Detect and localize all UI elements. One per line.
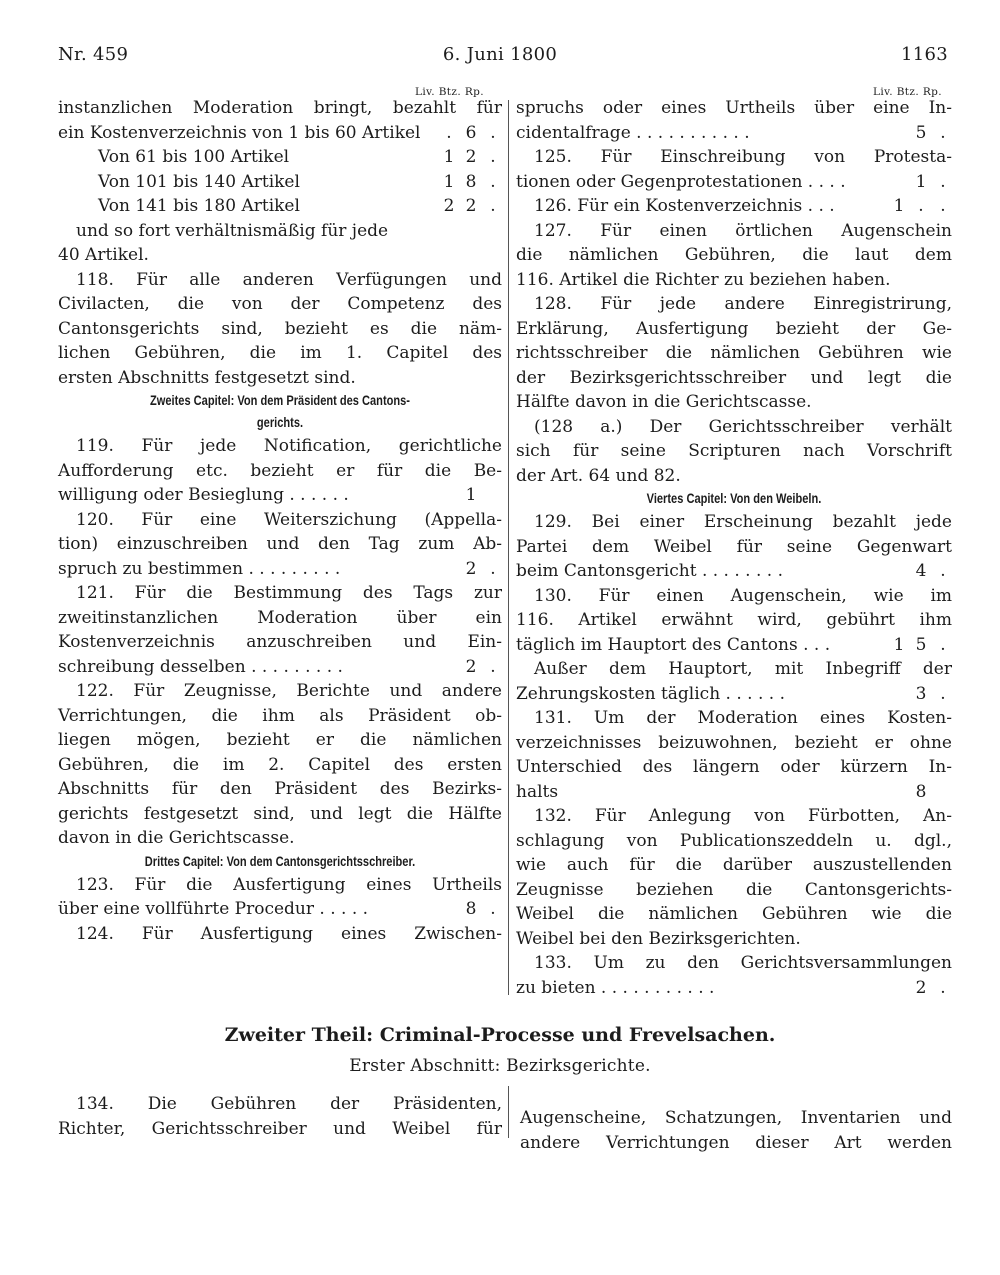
text-line [58, 483, 502, 508]
fee-rappen: . [490, 122, 496, 143]
fee-livres: 1 [443, 171, 455, 192]
line-text: Hälfte davon in die Gerichtscasse. [516, 392, 812, 412]
text-line [516, 755, 952, 780]
fee-livres: 2 [443, 196, 455, 216]
section-title: Erster Abschnitt: Bezirksgerichte. [349, 1056, 651, 1076]
text-line [58, 459, 502, 484]
line-text: Von 101 bis 140 Artikel [98, 171, 300, 192]
fee-amount [888, 170, 954, 195]
text-line [516, 902, 952, 927]
fee-amount [888, 559, 954, 584]
text-line [516, 317, 952, 342]
line-text: andere Verrichtungen dieser Art werden [520, 1132, 952, 1153]
text-line [58, 630, 502, 655]
text-line [516, 439, 952, 464]
line-text: sich für seine Scripturen nach Vorschrift [516, 441, 952, 461]
line-text: spruch zu bestimmen . . . . . . . . . [58, 558, 341, 579]
line-text: Weibel bei den Bezirksgerichten. [516, 928, 801, 949]
text-line [58, 508, 502, 533]
line-text: 120. Für eine Weiterszichung (Appella- [76, 509, 502, 530]
fee-amount [438, 483, 504, 508]
text-line [516, 878, 952, 903]
page-header-date: 6. Juni 1800 [442, 44, 558, 65]
bottom-right-column [520, 1106, 952, 1155]
text-line [58, 121, 502, 146]
fee-livres: 1 [893, 634, 905, 655]
chapter-heading [555, 488, 913, 510]
line-text: Cantonsgerichts sind, bezieht es die näm- [58, 318, 502, 339]
text-line [516, 243, 952, 268]
fee-batzen: 5 [915, 122, 927, 143]
fee-batzen: 8 [465, 899, 477, 919]
column-divider [508, 100, 509, 995]
line-text: lichen Gebühren, die im 1. Capitel des [58, 343, 502, 363]
line-text: willigung oder Besieglung . . . . . . [58, 485, 349, 505]
currency-header-left: Liv. Btz. Rp. [415, 86, 484, 98]
text-line [516, 268, 952, 293]
line-text: 134. Die Gebühren der Präsidenten, [76, 1094, 502, 1114]
text-line [516, 927, 952, 952]
line-text: 128. Für jede andere Einregistrirung, [534, 294, 952, 314]
chapter-heading [98, 851, 462, 873]
text-line [516, 829, 952, 854]
fee-rappen: . [490, 171, 496, 192]
fee-rappen: . [490, 558, 496, 579]
line-text: 116. Artikel erwähnt wird, gebührt ihm [516, 610, 952, 630]
text-line [58, 268, 502, 293]
fee-batzen: 5 [915, 634, 927, 655]
text-line [58, 606, 502, 631]
line-text: Verrichtungen, die ihm als Präsident ob- [58, 705, 502, 726]
line-text: 133. Um zu den Gerichtsversammlungen [534, 953, 952, 973]
line-text: gerichts festgesetzt sind, und legt die Hälfte [58, 803, 502, 824]
line-text: 126. Für ein Kostenverzeichnis . . . [534, 196, 835, 216]
line-text: 116. Artikel die Richter zu beziehen haben. [516, 269, 891, 290]
chapter-heading [98, 390, 462, 412]
text-line [58, 243, 502, 268]
line-text: spruchs oder eines Urtheils über eine In- [516, 98, 952, 118]
line-text: 131. Um der Moderation eines Kosten- [534, 708, 952, 728]
line-text: tion) einzuschreiben und den Tag zum Ab- [58, 534, 502, 554]
text-line [58, 292, 502, 317]
fee-amount [888, 976, 954, 1001]
fee-rappen: . [940, 171, 946, 192]
text-line [58, 753, 502, 778]
line-text: wie auch für die darüber auszustellenden [516, 855, 952, 875]
fee-batzen: 2 [465, 558, 477, 579]
line-text: 121. Für die Bestimmung des Tags zur [76, 583, 502, 603]
text-line [516, 121, 952, 146]
line-text: 132. Für Anlegung von Fürbotten, An- [534, 806, 952, 826]
text-line [516, 657, 952, 682]
text-line [516, 633, 952, 658]
text-line [516, 194, 952, 219]
text-line [58, 219, 502, 244]
line-text: tionen oder Gegenprotestationen . . . . [516, 171, 846, 192]
text-line [516, 682, 952, 707]
line-text: Zweites Capitel: Von dem Präsident des Cantons- [150, 393, 410, 408]
text-line [516, 219, 952, 244]
fee-rappen: . [490, 899, 496, 919]
line-text: Drittes Capitel: Von dem Cantonsgerichtsschreiber. [144, 853, 416, 869]
fee-batzen: 6 [465, 122, 477, 143]
fee-rappen: . [940, 683, 946, 704]
fee-amount [438, 121, 504, 146]
fee-rappen: . [940, 122, 946, 143]
text-line [516, 731, 952, 756]
fee-amount [888, 682, 954, 707]
text-line [516, 145, 952, 170]
fee-batzen: 2 [915, 977, 927, 998]
line-text: Erklärung, Ausfertigung bezieht der Ge- [516, 318, 952, 339]
line-text: Von 141 bis 180 Artikel [98, 196, 300, 216]
fee-batzen: 1 [465, 485, 477, 505]
line-text: Unterschied des längern oder kürzern In- [516, 757, 952, 777]
text-line [58, 341, 502, 366]
line-text: Weibel die nämlichen Gebühren wie die [516, 904, 952, 924]
fee-amount [438, 897, 504, 922]
line-text: 125. Für Einschreibung von Protesta- [534, 147, 952, 167]
text-line [516, 415, 952, 440]
line-text: 129. Bei einer Erscheinung bezahlt jede [534, 512, 952, 532]
fee-rappen: . [940, 196, 946, 216]
text-line [58, 826, 502, 851]
text-line [58, 434, 502, 459]
line-text: täglich im Hauptort des Cantons . . . [516, 634, 831, 655]
fee-rappen: . [490, 196, 496, 216]
line-text: 127. Für einen örtlichen Augenschein [534, 220, 952, 241]
line-text: 123. Für die Ausfertigung eines Urtheils [76, 874, 502, 895]
fee-batzen: 2 [465, 196, 477, 216]
right-column [516, 96, 952, 1000]
line-text: ein Kostenverzeichnis von 1 bis 60 Artikel [58, 122, 421, 143]
fee-amount [438, 194, 504, 219]
text-line [516, 390, 952, 415]
text-line [58, 728, 502, 753]
line-text: 118. Für alle anderen Verfügungen und [76, 269, 502, 290]
column-divider-bottom [508, 1086, 509, 1138]
text-line [516, 608, 952, 633]
line-text: Gebühren, die im 2. Capitel des ersten [58, 754, 502, 775]
text-line [520, 1106, 952, 1131]
text-line [58, 194, 502, 219]
text-line [58, 96, 502, 121]
text-line [516, 780, 952, 805]
text-line [58, 145, 502, 170]
fee-rappen: . [490, 656, 496, 677]
line-text: Zehrungskosten täglich . . . . . . [516, 683, 785, 704]
line-text: schlagung von Publicationszeddeln u. dgl., [516, 830, 952, 851]
text-line [58, 802, 502, 827]
fee-batzen: 2 [465, 656, 477, 677]
left-column [58, 96, 502, 946]
line-text: die nämlichen Gebühren, die laut dem [516, 245, 952, 265]
text-line [58, 366, 502, 391]
line-text: ersten Abschnitts festgesetzt sind. [58, 367, 356, 388]
chapter-heading [98, 412, 462, 434]
bottom-left-column [58, 1092, 502, 1141]
line-text: Richter, Gerichtsschreiber und Weibel für [58, 1118, 502, 1139]
text-line [58, 1117, 502, 1142]
fee-amount [888, 121, 954, 146]
currency-header-right: Liv. Btz. Rp. [873, 86, 942, 98]
line-text: zweitinstanzlichen Moderation über ein [58, 607, 502, 628]
text-line [516, 951, 952, 976]
fee-batzen: . [918, 196, 924, 216]
line-text: instanzlichen Moderation bringt, bezahlt für [58, 98, 502, 118]
fee-amount [888, 633, 954, 658]
line-text: Aufforderung etc. bezieht er für die Be- [58, 460, 502, 481]
fee-amount [438, 557, 504, 582]
fee-batzen: 8 [465, 171, 477, 192]
text-line [516, 170, 952, 195]
line-text: und so fort verhältnismäßig für jede [76, 220, 389, 241]
fee-batzen: 2 [465, 147, 477, 167]
fee-rappen: . [490, 147, 496, 167]
text-line [516, 96, 952, 121]
line-text: Viertes Capitel: Von den Weibeln. [646, 491, 822, 506]
fee-rappen: . [940, 634, 946, 655]
fee-amount [888, 194, 954, 219]
line-text: Kostenverzeichnis anzuschreiben und Ein- [58, 632, 502, 652]
fee-amount [438, 170, 504, 195]
fee-batzen: 8 [915, 781, 927, 802]
text-line [58, 655, 502, 680]
line-text: schreibung desselben . . . . . . . . . [58, 656, 343, 677]
text-line [58, 557, 502, 582]
text-line [58, 1092, 502, 1117]
fee-livres: 1 [443, 147, 455, 167]
line-text: 122. Für Zeugnisse, Berichte und andere [76, 681, 502, 701]
fee-amount [438, 655, 504, 680]
text-line [516, 535, 952, 560]
text-line [516, 292, 952, 317]
text-line [516, 464, 952, 489]
text-line [58, 679, 502, 704]
line-text: 130. Für einen Augenschein, wie im [534, 585, 952, 606]
line-text: cidentalfrage . . . . . . . . . . . [516, 122, 750, 143]
line-text: Partei dem Weibel für seine Gegenwart [516, 536, 952, 557]
line-text: über eine vollführte Procedur . . . . . [58, 899, 369, 919]
text-line [516, 853, 952, 878]
line-text: davon in die Gerichtscasse. [58, 828, 295, 848]
line-text: Außer dem Hauptort, mit Inbegriff der [534, 659, 952, 679]
text-line [58, 777, 502, 802]
line-text: Augenscheine, Schatzungen, Inventarien und [520, 1108, 952, 1128]
text-line [516, 976, 952, 1001]
text-line [58, 873, 502, 898]
text-line [516, 559, 952, 584]
text-line [58, 170, 502, 195]
fee-livres: 1 [893, 196, 905, 216]
text-line [58, 897, 502, 922]
line-text: beim Cantonsgericht . . . . . . . . [516, 561, 784, 581]
fee-livres: . [446, 122, 452, 143]
line-text: liegen mögen, bezieht er die nämlichen [58, 730, 502, 750]
text-line [516, 366, 952, 391]
line-text: richtsschreiber die nämlichen Gebühren wie [516, 343, 952, 363]
text-line [516, 706, 952, 731]
line-text: 40 Artikel. [58, 245, 149, 265]
line-text: halts [516, 781, 559, 802]
text-line [58, 581, 502, 606]
text-line [520, 1131, 952, 1156]
fee-batzen: 1 [915, 171, 927, 192]
line-text: Zeugnisse beziehen die Cantonsgerichts- [516, 879, 952, 900]
line-text: der Bezirksgerichtsschreiber und legt die [516, 367, 952, 388]
line-text: Von 61 bis 100 Artikel [98, 147, 290, 167]
line-text: der Art. 64 und 82. [516, 465, 681, 486]
line-text: verzeichnisses beizuwohnen, bezieht er ohne [516, 732, 952, 753]
fee-batzen: 4 [915, 561, 927, 581]
text-line [516, 510, 952, 535]
fee-rappen: . [940, 977, 946, 998]
text-line [516, 584, 952, 609]
text-line [516, 804, 952, 829]
text-line [58, 317, 502, 342]
text-line [58, 532, 502, 557]
line-text: (128 a.) Der Gerichtsschreiber verhält [534, 416, 952, 437]
fee-amount [438, 145, 504, 170]
fee-batzen: 3 [915, 683, 927, 704]
line-text: Abschnitts für den Präsident des Bezirks- [58, 779, 502, 799]
fee-rappen: . [940, 561, 946, 581]
page-number: 1163 [900, 44, 948, 65]
line-text: 124. Für Ausfertigung eines Zwischen- [76, 923, 502, 944]
part-title: Zweiter Theil: Criminal-Processe und Frevelsachen. [224, 1024, 776, 1046]
text-line [58, 704, 502, 729]
text-line [58, 922, 502, 947]
page-header-left: Nr. 459 [58, 44, 129, 65]
line-text: Civilacten, die von der Competenz des [58, 294, 502, 314]
line-text: 119. Für jede Notification, gerichtliche [76, 436, 502, 456]
text-line [516, 341, 952, 366]
fee-amount [888, 780, 954, 805]
line-text: gerichts. [256, 415, 304, 430]
line-text: zu bieten . . . . . . . . . . . [516, 977, 715, 998]
